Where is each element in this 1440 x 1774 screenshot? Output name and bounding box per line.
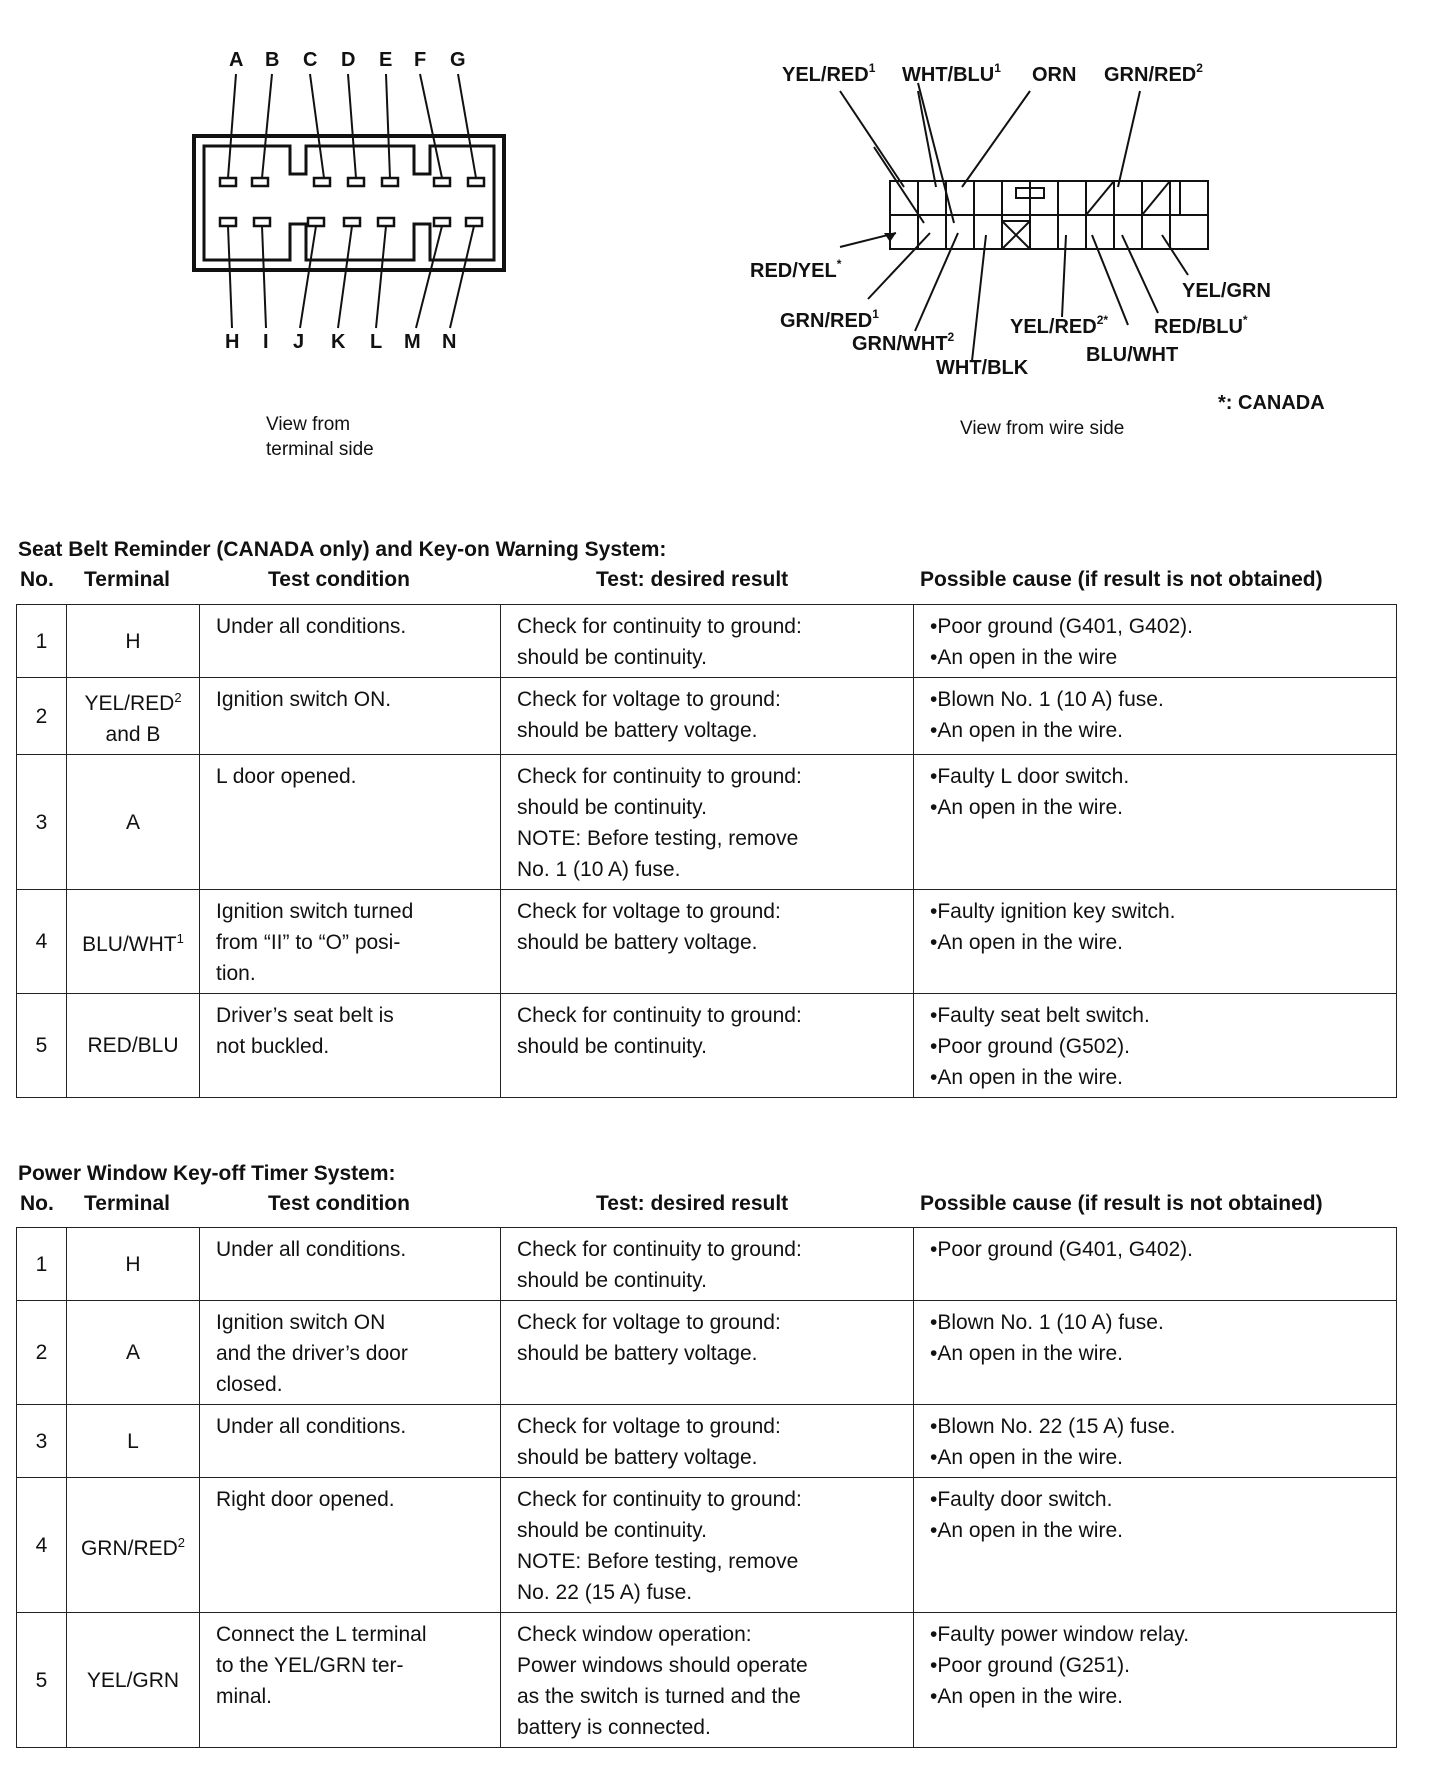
table-row	[17, 994, 1397, 1098]
cause-line: • An open in the wire.	[930, 927, 1386, 958]
row-number: 5	[17, 1613, 67, 1748]
possible-cause-cell	[914, 1478, 1397, 1613]
desired-result-cell	[501, 994, 914, 1098]
result-line: Check for continuity to ground:	[517, 615, 802, 638]
pin-label-n: N	[442, 331, 457, 353]
cause-line: • An open in the wire.	[930, 1442, 1386, 1473]
caption-line: View from	[266, 414, 351, 435]
possible-cause-cell	[914, 678, 1397, 755]
table-row	[17, 1478, 1397, 1613]
pin-label-h: H	[225, 331, 240, 353]
result-line: No. 1 (10 A) fuse.	[517, 858, 681, 881]
power-window-table	[16, 1227, 1397, 1748]
possible-cause-cell	[914, 994, 1397, 1098]
cause-line: • Poor ground (G401, G402).	[930, 611, 1386, 642]
desired-result-cell	[501, 1478, 914, 1613]
terminal-name: GRN/RED	[80, 1536, 178, 1560]
wire-sup: 2	[947, 330, 955, 344]
cause-line: • Faulty ignition key switch.	[930, 896, 1386, 927]
result-line: should be battery voltage.	[517, 719, 758, 742]
pin-label-c: C	[303, 49, 318, 71]
test-condition-cell	[200, 1301, 501, 1405]
cause-line: • Poor ground (G502).	[930, 1031, 1386, 1062]
wire-sup: 1	[868, 61, 876, 75]
pin-label-e: E	[379, 49, 393, 71]
condition-line: Ignition switch ON	[216, 1311, 386, 1334]
pin-label-k: K	[331, 331, 346, 353]
wire-sup: *	[1242, 313, 1248, 327]
header-possible-cause: Possible cause (if result is not obtained)	[920, 1192, 1323, 1215]
wire-name: YEL/RED	[1010, 316, 1097, 338]
table-row	[17, 678, 1397, 755]
table-row	[17, 1228, 1397, 1301]
desired-result-cell	[501, 1405, 914, 1478]
desired-result-cell	[501, 1613, 914, 1748]
pin-label-i: I	[263, 331, 269, 353]
header-test-condition: Test condition	[268, 568, 410, 591]
possible-cause-cell	[914, 1405, 1397, 1478]
wire-side-connector-diagram	[740, 55, 1350, 450]
table-row	[17, 1613, 1397, 1748]
wire-sup: *	[836, 257, 842, 271]
wire-label-red-yel	[750, 257, 842, 282]
row-number: 2	[17, 678, 67, 755]
cause-line: • Blown No. 1 (10 A) fuse.	[930, 684, 1386, 715]
test-condition-cell	[200, 1478, 501, 1613]
test-condition-cell	[200, 1228, 501, 1301]
result-line: as the switch is turned and the	[517, 1685, 801, 1708]
test-condition-cell	[200, 678, 501, 755]
table-row	[17, 890, 1397, 994]
terminal-cell	[67, 755, 200, 890]
wire-name: RED/BLU	[1154, 316, 1243, 338]
condition-line: not buckled.	[216, 1035, 330, 1058]
terminal-cell	[67, 1228, 200, 1301]
header-test-condition: Test condition	[268, 1192, 410, 1215]
wire-side-caption: View from wire side	[960, 418, 1125, 439]
row-number: 5	[17, 994, 67, 1098]
result-line: should be continuity.	[517, 796, 707, 819]
cause-line: • Faulty door switch.	[930, 1484, 1386, 1515]
canada-note: *: CANADA	[1218, 392, 1325, 414]
condition-line: Under all conditions.	[216, 1415, 407, 1438]
cause-line: • An open in the wire.	[930, 1681, 1386, 1712]
result-line: should be continuity.	[517, 1519, 707, 1542]
wire-connector-drawing	[740, 55, 1350, 450]
power-window-table-body	[17, 1228, 1397, 1748]
desired-result-cell	[501, 605, 914, 678]
cause-line: • An open in the wire.	[930, 715, 1386, 746]
terminal-superscript: 2	[174, 690, 182, 705]
table-row	[17, 755, 1397, 890]
cause-line: • Poor ground (G401, G402).	[930, 1234, 1386, 1265]
row-number: 4	[17, 890, 67, 994]
terminal-name: YEL/RED	[84, 692, 175, 715]
result-line: should be battery voltage.	[517, 931, 758, 954]
wire-label-grn-red-1	[780, 307, 879, 332]
wire-name: GRN/RED	[780, 310, 873, 332]
seat-belt-section-title: Seat Belt Reminder (CANADA only) and Key-on Warning System:	[18, 538, 667, 561]
table-row	[17, 605, 1397, 678]
wire-name: RED/YEL	[750, 260, 837, 282]
pin-label-b: B	[265, 49, 280, 71]
header-possible-cause: Possible cause (if result is not obtained)	[920, 568, 1323, 591]
terminal-name-line2: and B	[105, 723, 161, 746]
desired-result-cell	[501, 678, 914, 755]
header-no: No.	[20, 568, 54, 591]
terminal-cell	[67, 994, 200, 1098]
result-line: NOTE: Before testing, remove	[517, 827, 799, 850]
possible-cause-cell	[914, 1228, 1397, 1301]
pin-label-g: G	[450, 49, 466, 71]
condition-line: from “II” to “O” posi-	[216, 931, 401, 954]
cause-line: • An open in the wire.	[930, 792, 1386, 823]
wire-label-yel-red-1	[782, 61, 876, 86]
result-line: NOTE: Before testing, remove	[517, 1550, 799, 1573]
result-line: Check for continuity to ground:	[517, 765, 802, 788]
terminal-cell	[67, 605, 200, 678]
pin-label-m: M	[404, 331, 421, 353]
row-number: 3	[17, 1405, 67, 1478]
condition-line: Under all conditions.	[216, 1238, 407, 1261]
wire-label-grn-wht-2	[852, 330, 955, 355]
possible-cause-cell	[914, 755, 1397, 890]
wire-label-wht-blu-1	[902, 61, 1001, 86]
pin-label-l: L	[370, 331, 383, 353]
table-row	[17, 1405, 1397, 1478]
terminal-name: H	[125, 629, 141, 653]
result-line: Check for voltage to ground:	[517, 1415, 781, 1438]
cause-line: • Blown No. 1 (10 A) fuse.	[930, 1307, 1386, 1338]
wire-label-yel-grn: YEL/GRN	[1182, 280, 1271, 302]
condition-line: Right door opened.	[216, 1488, 395, 1511]
possible-cause-cell	[914, 1301, 1397, 1405]
test-condition-cell	[200, 1613, 501, 1748]
result-line: Check for voltage to ground:	[517, 900, 781, 923]
wire-name: WHT/BLU	[902, 64, 995, 86]
result-line: Power windows should operate	[517, 1654, 808, 1677]
cause-line: • Poor ground (G251).	[930, 1650, 1386, 1681]
condition-line: minal.	[216, 1685, 273, 1708]
cause-line: • An open in the wire	[930, 642, 1386, 673]
header-terminal: Terminal	[84, 568, 170, 591]
condition-line: Ignition switch turned	[216, 900, 414, 923]
result-line: Check for voltage to ground:	[517, 1311, 781, 1334]
wire-label-grn-red-2	[1104, 61, 1203, 86]
result-line: should be battery voltage.	[517, 1342, 758, 1365]
terminal-cell	[67, 1613, 200, 1748]
terminal-side-caption	[266, 412, 374, 462]
condition-line: tion.	[216, 962, 256, 985]
test-condition-cell	[200, 890, 501, 994]
pin-label-j: J	[293, 331, 305, 353]
caption-line: terminal side	[266, 439, 374, 460]
cause-line: • An open in the wire.	[930, 1062, 1386, 1093]
wire-sup: 1	[994, 61, 1001, 75]
seat-belt-table-body	[17, 605, 1397, 1098]
cause-line: • Faulty seat belt switch.	[930, 1000, 1386, 1031]
result-line: should be battery voltage.	[517, 1446, 758, 1469]
terminal-name: YEL/GRN	[86, 1668, 180, 1692]
wire-label-wht-blk: WHT/BLK	[936, 357, 1029, 379]
table-row	[17, 1301, 1397, 1405]
terminal-superscript: 2	[177, 1534, 186, 1550]
terminal-name: BLU/WHT	[82, 933, 177, 956]
terminal-name: L	[127, 1429, 139, 1453]
header-no: No.	[20, 1192, 54, 1215]
cause-line: • Faulty power window relay.	[930, 1619, 1386, 1650]
header-desired-result: Test: desired result	[596, 1192, 789, 1215]
result-line: No. 22 (15 A) fuse.	[517, 1581, 693, 1604]
terminal-cell	[67, 1405, 200, 1478]
condition-line: to the YEL/GRN ter-	[216, 1654, 404, 1677]
terminal-name: A	[125, 1341, 140, 1364]
terminal-name: RED/BLU	[87, 1034, 179, 1057]
result-line: Check for continuity to ground:	[517, 1238, 802, 1261]
desired-result-cell	[501, 1301, 914, 1405]
condition-line: and the driver’s door	[216, 1342, 408, 1365]
wire-sup: 2	[1196, 61, 1203, 75]
terminal-superscript: 1	[176, 931, 184, 946]
result-line: Check for continuity to ground:	[517, 1004, 802, 1027]
condition-line: closed.	[216, 1373, 283, 1396]
wire-name: YEL/RED	[782, 64, 869, 86]
row-number: 1	[17, 605, 67, 678]
terminal-name: A	[125, 810, 140, 834]
condition-line: Connect the L terminal	[216, 1623, 427, 1646]
row-number: 4	[17, 1478, 67, 1613]
row-number: 1	[17, 1228, 67, 1301]
header-desired-result: Test: desired result	[596, 568, 789, 591]
cause-line: • An open in the wire.	[930, 1515, 1386, 1546]
terminal-side-connector-diagram	[180, 50, 520, 360]
result-line: should be continuity.	[517, 1035, 707, 1058]
pin-label-a: A	[229, 49, 244, 71]
possible-cause-cell	[914, 1613, 1397, 1748]
header-terminal: Terminal	[84, 1192, 170, 1215]
terminal-cell	[67, 1301, 200, 1405]
possible-cause-cell	[914, 605, 1397, 678]
desired-result-cell	[501, 890, 914, 994]
connector-drawing	[180, 50, 520, 360]
desired-result-cell	[501, 755, 914, 890]
cause-line: • Faulty L door switch.	[930, 761, 1386, 792]
result-line: battery is connected.	[517, 1716, 711, 1739]
pin-label-f: F	[414, 49, 427, 71]
terminal-cell	[67, 1478, 200, 1613]
pin-label-d: D	[341, 49, 356, 71]
possible-cause-cell	[914, 890, 1397, 994]
test-condition-cell	[200, 994, 501, 1098]
test-condition-cell	[200, 755, 501, 890]
terminal-cell	[67, 890, 200, 994]
seat-belt-table	[16, 604, 1397, 1098]
test-condition-cell	[200, 1405, 501, 1478]
row-number: 2	[17, 1301, 67, 1405]
wire-name: GRN/RED	[1104, 64, 1197, 86]
terminal-name: H	[125, 1252, 141, 1276]
wire-label-yel-red-2-star	[1010, 313, 1109, 338]
wire-label-red-blu	[1154, 313, 1248, 338]
wire-label-blu-wht: BLU/WHT	[1086, 344, 1179, 366]
wire-sup: 2*	[1096, 313, 1109, 327]
condition-line: Ignition switch ON.	[216, 688, 392, 711]
result-line: should be continuity.	[517, 1269, 707, 1292]
row-number: 3	[17, 755, 67, 890]
terminal-cell	[67, 678, 200, 755]
result-line: Check for continuity to ground:	[517, 1488, 802, 1511]
desired-result-cell	[501, 1228, 914, 1301]
condition-line: Under all conditions.	[216, 615, 407, 638]
cause-line: • An open in the wire.	[930, 1338, 1386, 1369]
condition-line: L door opened.	[216, 765, 357, 788]
result-line: should be continuity.	[517, 646, 707, 669]
condition-line: Driver’s seat belt is	[216, 1004, 394, 1027]
wire-sup: 1	[872, 307, 879, 321]
wire-name: GRN/WHT	[852, 333, 948, 355]
test-condition-cell	[200, 605, 501, 678]
result-line: Check for voltage to ground:	[517, 688, 781, 711]
power-window-section-title: Power Window Key-off Timer System:	[18, 1162, 396, 1185]
result-line: Check window operation:	[517, 1623, 752, 1646]
wire-label-orn: ORN	[1032, 64, 1077, 86]
cause-line: • Blown No. 22 (15 A) fuse.	[930, 1411, 1386, 1442]
